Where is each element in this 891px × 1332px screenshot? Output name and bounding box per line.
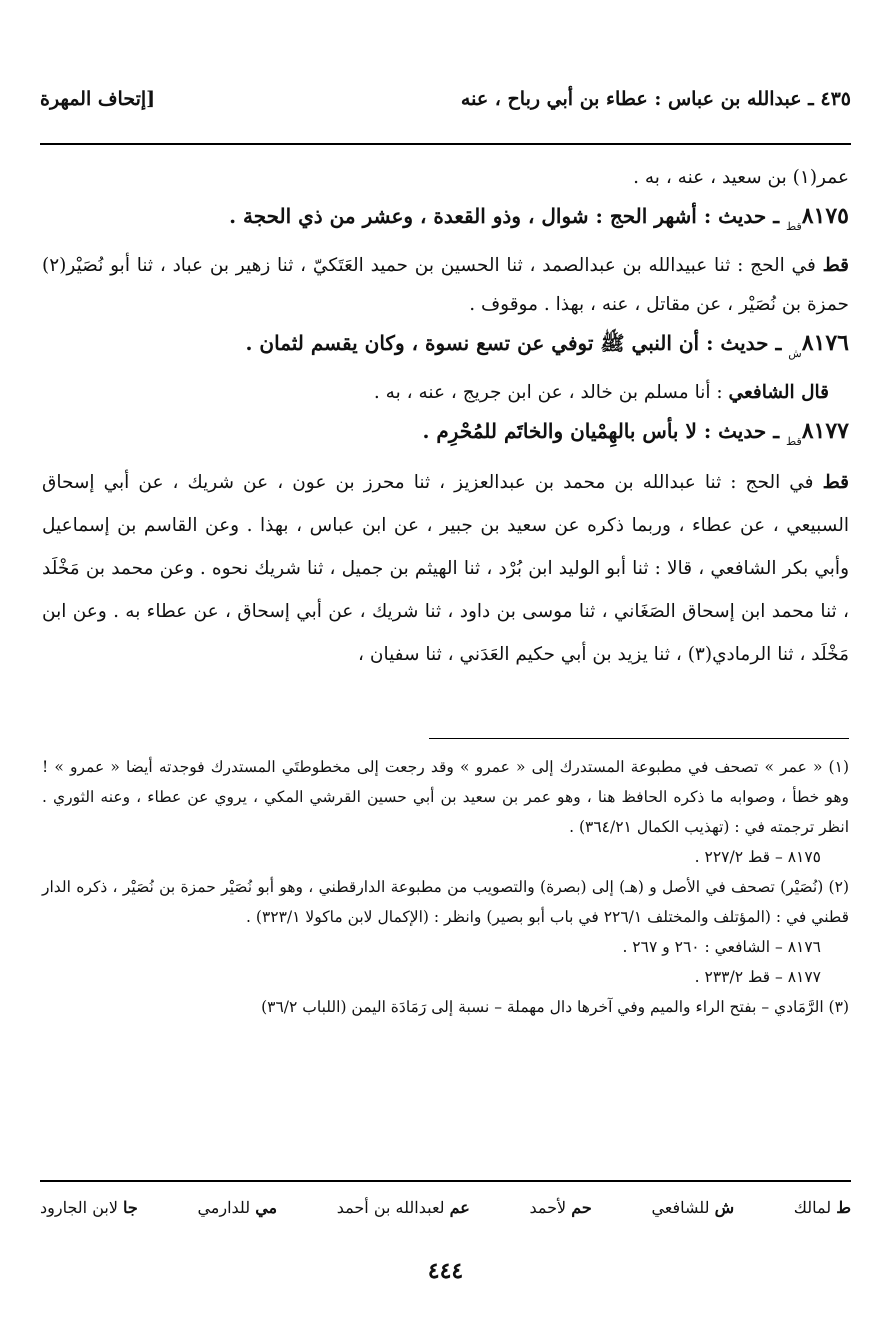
hadith-8177 — [42, 412, 849, 461]
source-symbol: قط — [786, 220, 802, 233]
source-label: قط — [822, 472, 849, 493]
paragraph — [42, 461, 849, 676]
paragraph-text: في الحج : ثنا عبيدالله بن عبدالصمد ، ثنا الحسين بن حميد العَتَكيّ ، ثنا زهير بن عباد ، ثنا أبو نُصَيْر(٢) حمزة بن نُصَيْر ، عن مقاتل ، عنه ، بهذا . موقوف . — [42, 255, 849, 315]
footnote-1: (١) « عمر » تصحف في مطبوعة المستدرك إلى « عمرو » وقد رجعت إلى مخطوطتَي المستدرك فوجدته أيضا « عمرو » ! وهو خطأ ، وصوابه ما ذكره الحافظ هنا ، وهو عمر بن سعيد بن أبي حسين القرشي المكي ، يروي عن عطاء ، وعنه الثوري . انظر ترجمته في : (تهذيب الكمال ٣٦٤/٢١) . — [42, 758, 849, 836]
hadith-text: ـ حديث : أن النبي ﷺ توفي عن تسع نسوة ، وكان يقسم لثمان . — [245, 331, 782, 355]
hadith-8176 — [42, 324, 849, 373]
paragraph — [42, 246, 849, 324]
hadith-number: ٨١٧٧ — [801, 418, 849, 444]
paragraph-text: : أنا مسلم بن خالد ، عن ابن جريج ، عنه ، به . — [373, 382, 723, 403]
abbreviation-item: عم لعبدالله بن أحمد — [336, 1198, 470, 1217]
paragraph — [42, 373, 849, 412]
abbreviation-item: ش للشافعي — [651, 1198, 735, 1217]
reference-8176: ٨١٧٦ – الشافعي : ٢٦٠ و ٢٦٧ . — [622, 938, 821, 956]
abbreviation-item: جا لابن الجارود — [40, 1198, 138, 1217]
hadith-text: ـ حديث : أشهر الحج : شوال ، وذو القعدة ، وعشر من ذي الحجة . — [229, 204, 780, 228]
abbreviation-item: ط لمالك — [793, 1198, 851, 1217]
source-label: قال الشافعي — [728, 382, 829, 403]
hadith-number: ٨١٧٥ — [801, 203, 849, 229]
footer-rule — [40, 1180, 851, 1182]
header-rule — [40, 143, 851, 145]
abbreviation-key — [40, 1198, 851, 1217]
hadith-8175 — [42, 197, 849, 246]
abbreviation-item: مي للدارمي — [197, 1198, 278, 1217]
main-text — [42, 158, 849, 676]
paragraph: عمر(١) بن سعيد ، عنه ، به . — [633, 167, 849, 188]
book-title: [إتحاف المهرة — [40, 88, 156, 110]
footnote-2: (٢) (نُصَيْر) تصحف في الأصل و (هـ) إلى (بصرة) والتصويب من مطبوعة الدارقطني ، وهو أبو نُصَيْر حمزة بن نُصَيْر ، ذكره الدار قطني في : (المؤتلف والمختلف ٢٢٦/١ في باب أبو بصير) وانظر : (الإكمال لابن ماكولا ٣٢٣/١) . — [42, 878, 849, 926]
source-symbol: ش — [788, 347, 802, 360]
source-symbol: قط — [786, 435, 802, 448]
page-number: ٤٤٤ — [427, 1258, 464, 1284]
reference-8177: ٨١٧٧ – قط ٢٣٣/٢ . — [694, 968, 821, 986]
footnote-3: (٣) الرَّمَادي – بفتح الراء والميم وفي آخرها دال مهملة – نسبة إلى رَمَادَة اليمن (اللباب ٣٦/٢) — [261, 998, 849, 1016]
hadith-text: ـ حديث : لا بأس بالهِمْيان والخاتَم للمُحْرِم . — [422, 419, 780, 443]
footnotes — [42, 752, 849, 1022]
running-title: ٤٣٥ ـ عبدالله بن عباس : عطاء بن أبي رباح ، عنه — [460, 88, 851, 110]
hadith-number: ٨١٧٦ — [801, 330, 849, 356]
footnote-rule — [429, 738, 849, 739]
paragraph-text: في الحج : ثنا عبدالله بن محمد بن عبدالعزيز ، ثنا محرز بن عون ، عن شريك ، عن أبي إسحاق السبيعي ، عن عطاء ، وربما ذكره عن سعيد بن جبير ، عن ابن عباس ، بهذا . وعن القاسم بن إسماعيل وأبي بكر الشافعي ، قالا : ثنا أبو الوليد ابن بُرْد ، ثنا الهيثم بن جميل ، ثنا شريك نحوه . وعن محمد بن مَخْلَد ، ثنا محمد ابن إسحاق الصَغَاني ، ثنا موسى بن داود ، ثنا شريك ، عن أبي إسحاق ، عن عطاء به . وعن ابن مَخْلَد ، ثنا الرمادي(٣) ، ثنا يزيد بن أبي حكيم العَدَني ، ثنا سفيان ، — [42, 472, 849, 665]
page-header — [40, 88, 851, 122]
source-label: قط — [822, 255, 849, 276]
reference-8175: ٨١٧٥ – قط ٢٢٧/٢ . — [694, 848, 821, 866]
abbreviation-item: حم لأحمد — [529, 1198, 592, 1217]
